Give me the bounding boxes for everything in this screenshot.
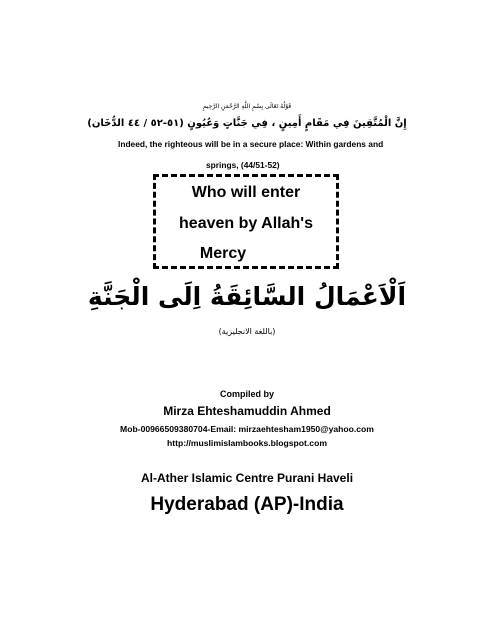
author-name: Mirza Ehteshamuddin Ahmed — [163, 404, 331, 418]
contact-info: Mob-00966509380704-Email: mirzaehtesham1950@yahoo.com — [120, 424, 374, 434]
compiled-by-label: Compiled by — [219, 389, 274, 399]
title-line-3: Mercy — [199, 245, 247, 262]
arabic-basmala: قَوْلُهُ تَعَالَى بِسْمِ اللَّهِ الرَّحْمَنِ الرَّحِيمِ — [202, 103, 292, 110]
verse-translation-line-2: springs, (44/51-52) — [206, 160, 280, 170]
title-line-1: Who will enter — [191, 184, 301, 201]
verse-translation-line-1: Indeed, the righteous will be in a secure place: Within gardens and — [118, 139, 384, 149]
arabic-verse: إِنَّ الْمُتَّقِينَ فِي مَقَامٍ أَمِينٍ ، فِي جَنَّاتٍ وَعُيُونٍ (٥١-٥٢ / ٤٤ الدُّخَان) — [87, 118, 407, 129]
arabic-language-note: (باللغة الانجليزية) — [218, 327, 276, 336]
title-line-2: heaven by Allah's — [179, 215, 313, 232]
publisher-city: Hyderabad (AP)-India — [150, 494, 344, 515]
arabic-title: اَلْاَعْمَالُ السَّائِقَةُ اِلَى الْجَنَّةِ — [87, 282, 407, 311]
publisher-centre: Al-Ather Islamic Centre Purani Haveli — [140, 471, 354, 485]
blog-url: http://muslimislambooks.blogspot.com — [167, 438, 327, 448]
